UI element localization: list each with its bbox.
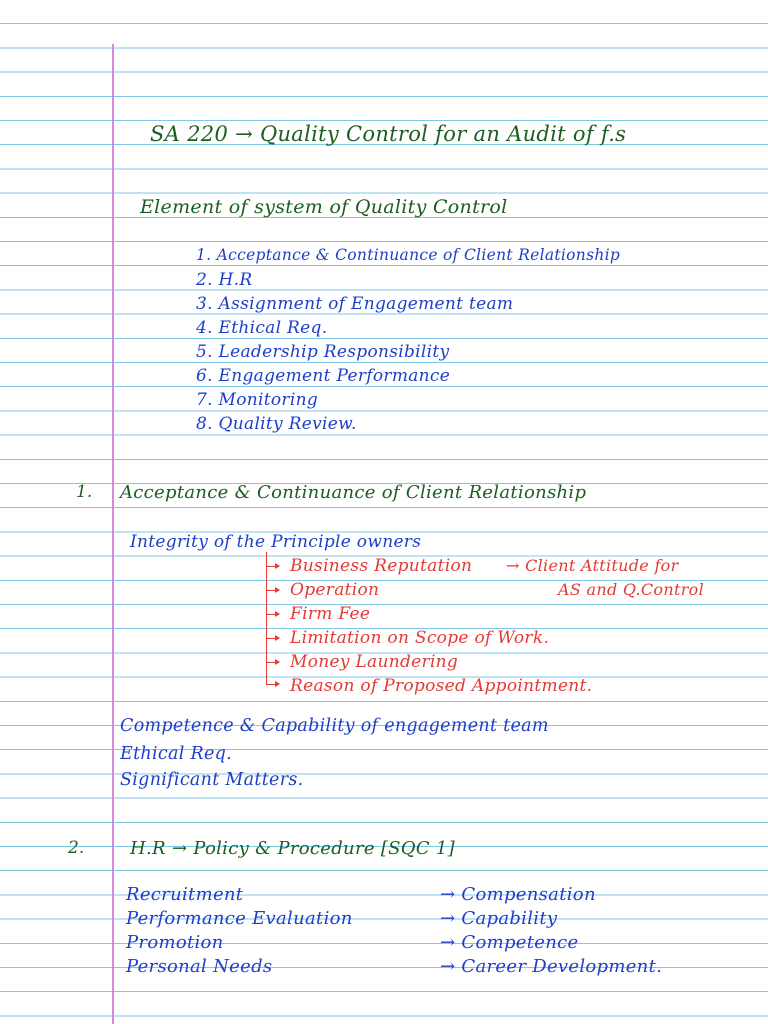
hr-item: Promotion: [126, 932, 224, 953]
element-item: 6. Engagement Performance: [196, 366, 451, 386]
section-number: 1.: [76, 482, 93, 502]
hr-item: Personal Needs: [126, 956, 273, 977]
element-item: 7. Monitoring: [196, 390, 319, 410]
hr-right-item: → Career Development.: [440, 956, 663, 977]
client-attitude-note: → Client Attitude for: [506, 556, 679, 575]
branch-arrow-icon: [266, 614, 278, 615]
branch-arrow-icon: [266, 566, 278, 567]
integrity-item: Limitation on Scope of Work.: [290, 628, 550, 648]
integrity-item: Business Reputation: [290, 556, 473, 576]
competence-line: Competence & Capability of engagement team: [120, 716, 549, 736]
branch-arrow-icon: [266, 662, 278, 663]
elements-heading: Element of system of Quality Control: [140, 196, 508, 218]
integrity-item: Firm Fee: [290, 604, 371, 624]
integrity-item: Reason of Proposed Appointment.: [290, 676, 593, 696]
branch-arrow-icon: [266, 590, 278, 591]
section-heading: Acceptance & Continuance of Client Relationship: [120, 482, 587, 503]
integrity-heading: Integrity of the Principle owners: [130, 532, 422, 552]
integrity-item: Operation: [290, 580, 380, 600]
page-title: SA 220 → Quality Control for an Audit of f.s: [150, 122, 627, 146]
hr-right-item: → Compensation: [440, 884, 596, 905]
hr-right-item: → Capability: [440, 908, 558, 929]
client-attitude-note: AS and Q.Control: [558, 580, 704, 599]
hr-right-item: → Competence: [440, 932, 579, 953]
ethical-line: Ethical Req.: [120, 744, 232, 764]
element-item: 1. Acceptance & Continuance of Client Relationship: [196, 246, 621, 264]
section-number: 2.: [68, 838, 85, 858]
branch-arrow-icon: [266, 638, 278, 639]
hr-item: Recruitment: [126, 884, 244, 905]
section-heading: H.R → Policy & Procedure [SQC 1]: [130, 838, 456, 859]
element-item: 4. Ethical Req.: [196, 318, 328, 338]
integrity-item: Money Laundering: [290, 652, 459, 672]
branch-arrow-icon: [266, 684, 278, 685]
significant-line: Significant Matters.: [120, 770, 304, 790]
margin-line: [112, 44, 114, 1024]
element-item: 5. Leadership Responsibility: [196, 342, 450, 362]
element-item: 3. Assignment of Engagement team: [196, 294, 514, 314]
element-item: 2. H.R: [196, 270, 253, 290]
element-item: 8. Quality Review.: [196, 414, 357, 434]
hr-item: Performance Evaluation: [126, 908, 353, 929]
